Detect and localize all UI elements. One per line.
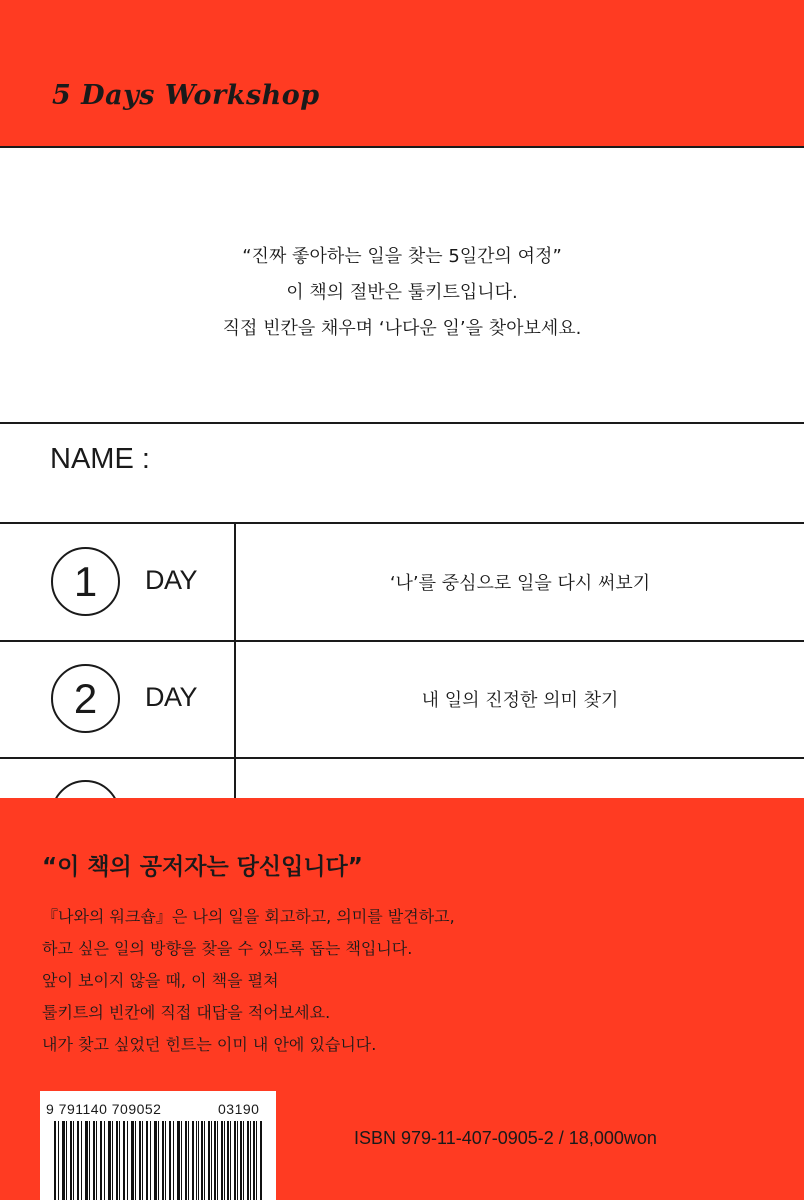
barcode-addon-number: 03190 [218,1101,260,1117]
barcode [40,1091,276,1200]
intro-section [0,148,804,424]
body-line-1: 『나와의 워크숍』은 나의 일을 회고하고, 의미를 발견하고, [42,907,455,926]
day-row-2 [0,641,804,759]
day-description: 내 일의 진정한 의미 찾기 [421,690,619,711]
day-cell [0,524,236,640]
back-quote: “이 책의 공저자는 당신입니다” [42,854,363,880]
name-row [0,424,804,524]
intro-line-toolkit: 이 책의 절반은 툴키트입니다. [286,282,518,303]
name-label: NAME : [50,443,150,475]
day-number-circle: 1 [51,547,120,616]
body-line-4: 툴키트의 빈칸에 직접 대답을 적어보세요. [42,1003,331,1022]
day-cell [0,641,236,757]
body-line-3: 앞이 보이지 않을 때, 이 책을 펼쳐 [42,971,279,990]
top-red-band [0,0,804,148]
body-line-2: 하고 싶은 일의 방향을 찾을 수 있도록 돕는 책입니다. [42,939,413,958]
day-label: DAY [145,682,198,712]
barcode-main-number: 9 791140 709052 [46,1101,162,1117]
intro-tagline: “진짜 좋아하는 일을 찾는 5일간의 여정” [242,246,562,267]
series-title: 5 Days Workshop [52,80,320,111]
isbn-price: ISBN 979-11-407-0905-2 / 18,000won [354,1128,657,1148]
day-number-circle: 2 [51,664,120,733]
barcode-addon-bars [198,1121,262,1200]
day-row-1 [0,524,804,642]
bottom-red-band [0,798,804,1200]
body-line-5: 내가 찾고 싶었던 힌트는 이미 내 안에 있습니다. [42,1035,377,1054]
day-row-3-divider [234,758,236,803]
day-label: DAY [145,565,198,595]
intro-line-instruction: 직접 빈칸을 채우며 ‘나다운 일’을 찾아보세요. [222,318,582,339]
day-description: ‘나’를 중심으로 일을 다시 써보기 [389,573,651,594]
